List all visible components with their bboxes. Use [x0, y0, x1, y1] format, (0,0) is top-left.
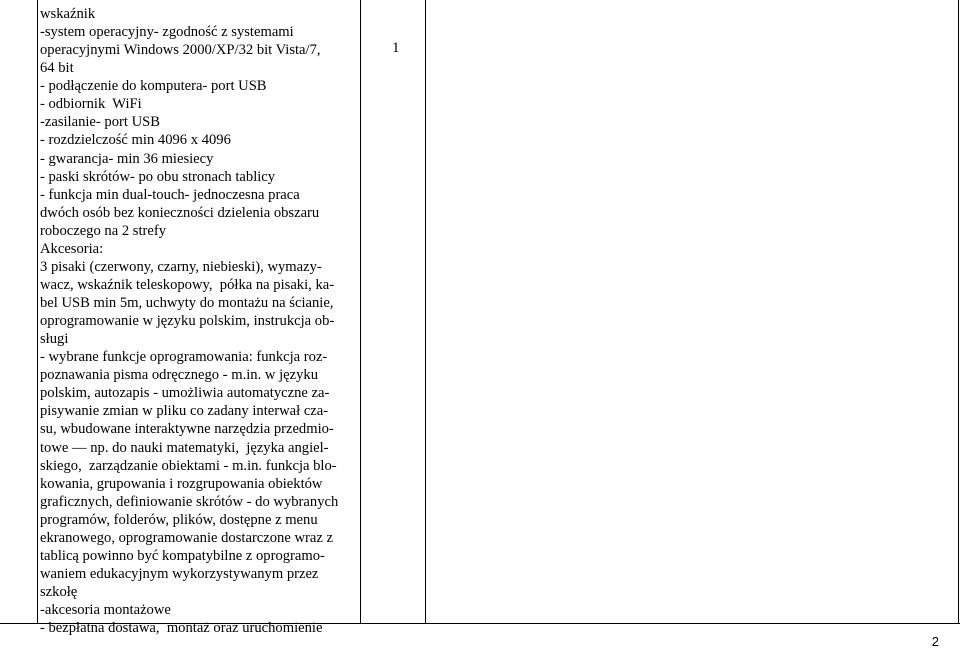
- description-line: poznawania pisma odręcznego - m.in. w języku: [40, 367, 318, 384]
- description-line: sługi: [40, 331, 69, 348]
- description-line: 64 bit: [40, 60, 74, 77]
- description-line: waniem edukacyjnym wykorzystywanym przez: [40, 565, 319, 582]
- table-border-right: [958, 0, 959, 624]
- description-line: dwóch osób bez konieczności dzielenia obszaru: [40, 204, 320, 221]
- table-column-divider-1: [360, 0, 361, 624]
- description-line: polskim, autozapis - umożliwia automatyczne za-: [40, 385, 330, 402]
- description-line: graficznych, definiowanie skrótów - do wybranych: [40, 493, 339, 510]
- description-line: - paski skrótów- po obu stronach tablicy: [40, 168, 276, 185]
- description-line: programów, folderów, plików, dostępne z menu: [40, 511, 318, 528]
- description-line: - bezpłatna dostawa, montaż oraz uruchomienie: [40, 620, 323, 637]
- description-line: pisywanie zmian w pliku co zadany interwał cza-: [40, 403, 329, 420]
- description-line: skiego, zarządzanie obiektami - m.in. funkcja blo-: [40, 457, 337, 474]
- description-line: wskaźnik: [40, 6, 96, 22]
- description-cell: [40, 5, 360, 637]
- description-line: bel USB min 5m, uchwyty do montażu na ścianie,: [40, 295, 334, 311]
- description-line: towe — np. do nauki matematyki, języka angiel-: [40, 439, 329, 456]
- description-line: operacyjnymi Windows 2000/XP/32 bit Vista/7,: [40, 42, 321, 59]
- quantity-cell: 1: [392, 40, 400, 56]
- description-line: -akcesoria montażowe: [40, 602, 171, 619]
- description-line: - funkcja min dual-touch- jednoczesna praca: [40, 186, 300, 203]
- description-line: -zasilanie- port USB: [40, 114, 160, 131]
- page-number: 2: [931, 634, 939, 649]
- description-line: szkołę: [40, 584, 78, 600]
- description-line: ekranowego, oprogramowanie dostarczone wraz z: [40, 529, 333, 546]
- table-column-divider-2: [425, 0, 426, 624]
- description-line: su, wbudowane interaktywne narzędzia przedmio-: [40, 421, 334, 438]
- description-line: - odbiornik WiFi: [40, 96, 142, 113]
- table-border-left: [37, 0, 38, 624]
- description-line: wacz, wskaźnik teleskopowy, półka na pisaki, ka-: [40, 276, 335, 293]
- description-line: roboczego na 2 strefy: [40, 222, 167, 239]
- description-line: Akcesoria:: [40, 240, 104, 257]
- description-line: 3 pisaki (czerwony, czarny, niebieski), wymazy-: [40, 258, 322, 275]
- description-line: - gwarancja- min 36 miesiecy: [40, 150, 214, 167]
- description-line: kowania, grupowania i rozgrupowania obiektów: [40, 475, 323, 492]
- description-line: oprogramowanie w języku polskim, instrukcja ob-: [40, 313, 335, 330]
- description-line: tablicą powinno być kompatybilne z oprogramo-: [40, 547, 325, 564]
- description-line: - podłączenie do komputera- port USB: [40, 78, 267, 95]
- description-line: - rozdzielczość min 4096 x 4096: [40, 132, 231, 149]
- description-line: - wybrane funkcje oprogramowania: funkcja roz-: [40, 349, 328, 366]
- description-line: -system operacyjny- zgodność z systemami: [40, 24, 294, 41]
